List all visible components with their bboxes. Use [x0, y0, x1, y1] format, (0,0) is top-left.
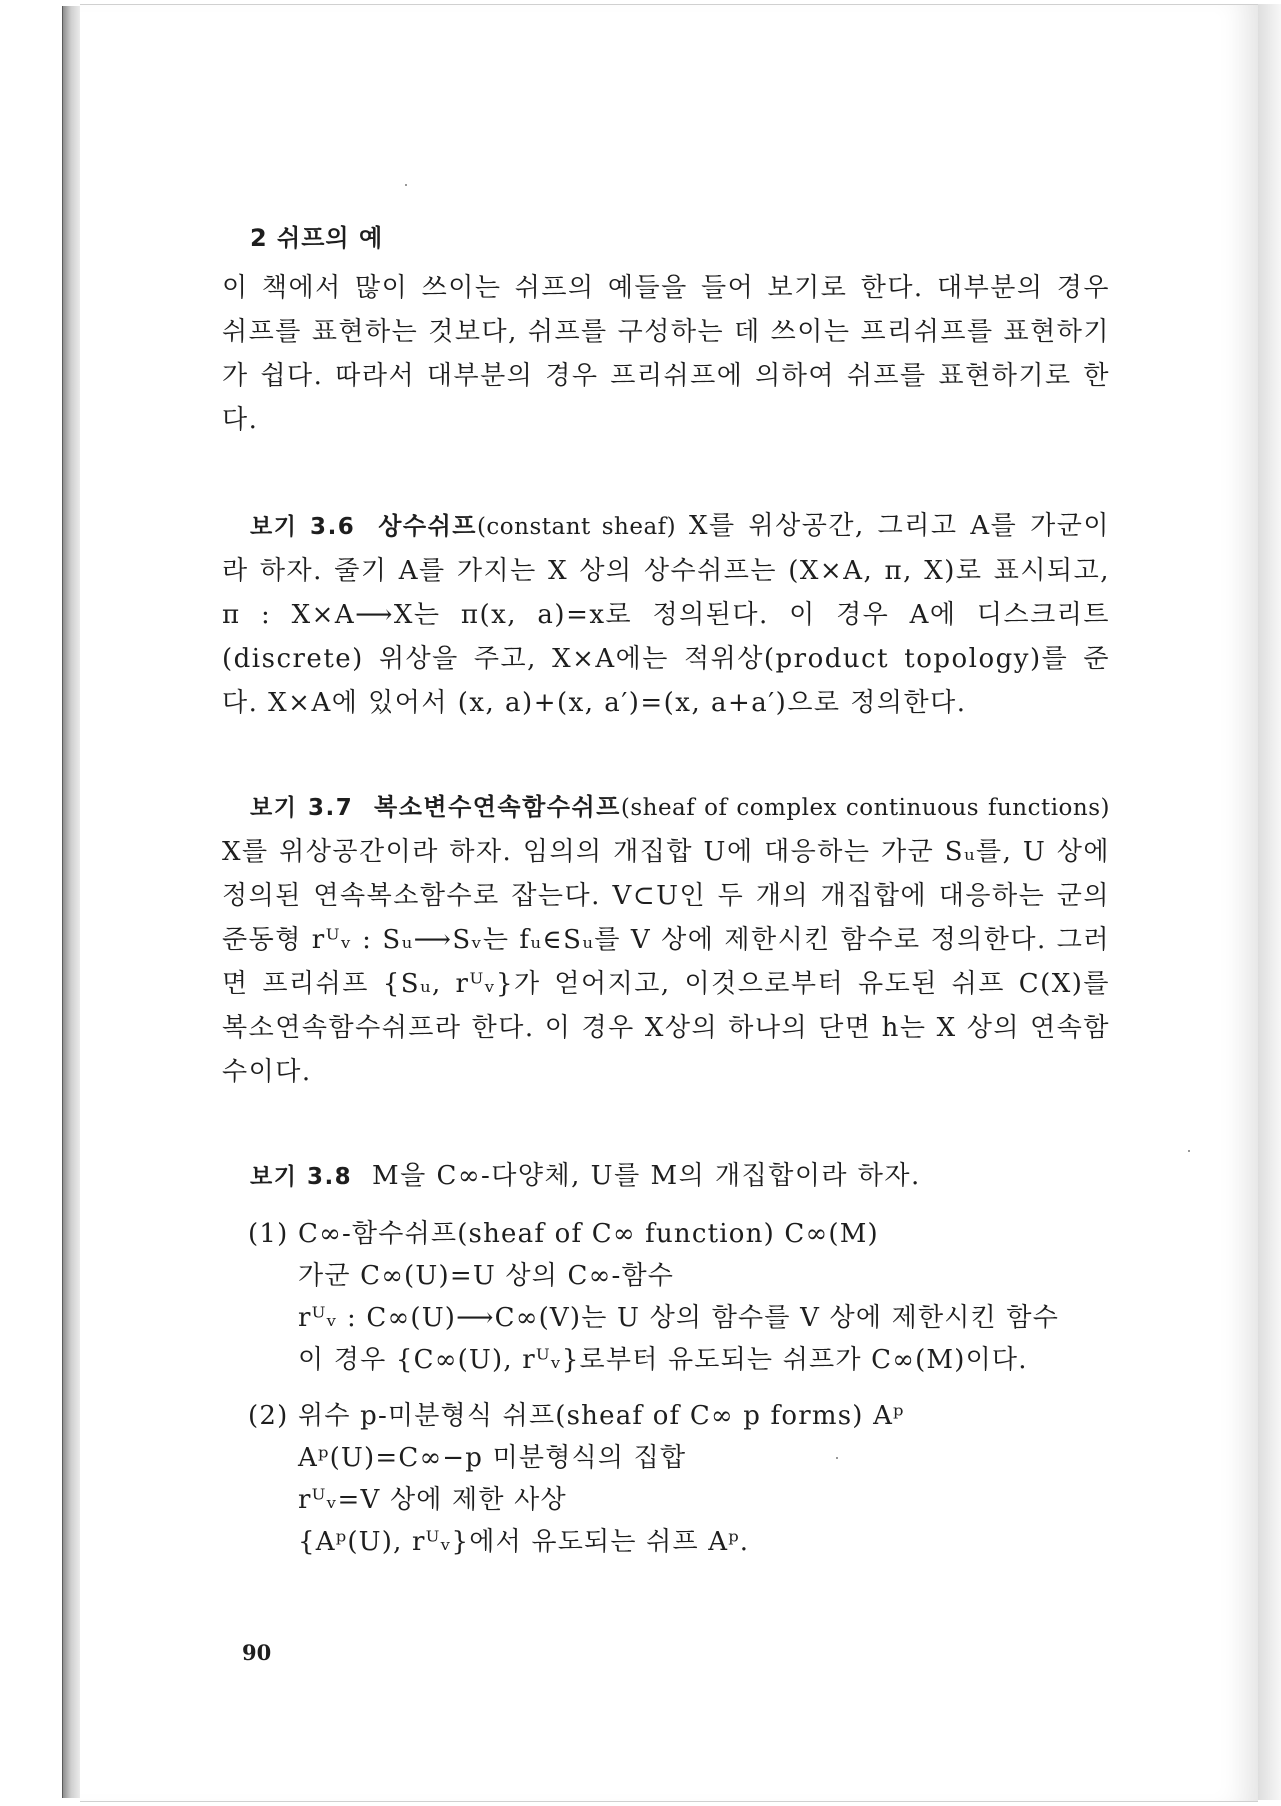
example-3-7	[222, 785, 1110, 1094]
example-label: 보기 3.6	[250, 514, 356, 540]
item-number: (2)	[248, 1401, 289, 1431]
item-line	[248, 1395, 1110, 1437]
item-line: {Aᵖ(U), rᵁᵥ}에서 유도되는 쉬프 Aᵖ.	[298, 1527, 750, 1557]
item-line: rᵁᵥ : C∞(U)⟶C∞(V)는 U 상의 함수를 V 상에 제한시킨 함수	[298, 1303, 1060, 1333]
list-item	[248, 1395, 1110, 1563]
example-body: X를 위상공간, 그리고 A를 가군이라 하자. 줄기 A를 가지는 X 상의 상수쉬프는 (X×A, π, X)로 표시되고, π : X×A⟶X는 π(x, a)=x로 정의된다. 이 경우 A에 디스크리트(discrete) 위상을 주고, X×A에는 적위상(product topology)를 준다. X×A에 있어서 (x, a)+(x, a′)=(x, a+a′)으로 정의한다.	[222, 511, 1111, 718]
example-3-6	[222, 504, 1110, 725]
section-heading: 2 쉬프의 예	[250, 224, 384, 252]
item-line: Aᵖ(U)=C∞−p 미분형식의 집합	[298, 1443, 687, 1473]
example-paragraph	[222, 785, 1110, 1094]
example-title-en: (sheaf of complex continuous functions)	[620, 795, 1110, 821]
example-title-ko: 상수쉬프	[378, 512, 477, 540]
dust-speck	[836, 1457, 838, 1459]
example-paragraph	[222, 504, 1110, 725]
example-title-en: (constant sheaf)	[476, 514, 677, 540]
page-shadow	[1258, 4, 1281, 1800]
example-intro: M을 C∞-다양체, U를 M의 개집합이라 하자.	[371, 1161, 921, 1191]
item-line: 이 경우 {C∞(U), rᵁᵥ}로부터 유도되는 쉬프가 C∞(M)이다.	[298, 1345, 1028, 1375]
dust-speck	[1188, 1150, 1190, 1152]
item-text: 위수 p-미분형식 쉬프(sheaf of C∞ p forms) Aᵖ	[298, 1401, 905, 1431]
example-title-ko: 복소변수연속함수쉬프	[374, 793, 621, 821]
item-line	[248, 1213, 1110, 1255]
item-line: rᵁᵥ=V 상에 제한 사상	[298, 1485, 567, 1515]
page-content	[222, 210, 1110, 1563]
book-spine-edge	[62, 6, 81, 1798]
item-number: (1)	[248, 1219, 289, 1249]
section-intro: 이 책에서 많이 쓰이는 쉬프의 예들을 들어 보기로 한다. 대부분의 경우 쉬프를 표현하는 것보다, 쉬프를 구성하는 데 쓰이는 프리쉬프를 표현하기가 쉽다. 따라서 대부분의 경우 프리쉬프에 의하여 쉬프를 표현하기로 한다.	[222, 273, 1110, 435]
example-3-8	[222, 1154, 1110, 1563]
dust-speck	[405, 184, 407, 186]
example-label: 보기 3.8	[250, 1164, 353, 1190]
example-paragraph	[222, 1154, 1110, 1199]
page-number: 90	[242, 1640, 272, 1665]
item-line: 가군 C∞(U)=U 상의 C∞-함수	[298, 1261, 675, 1291]
list-item	[248, 1213, 1110, 1381]
example-label: 보기 3.7	[250, 795, 354, 821]
item-text: C∞-함수쉬프(sheaf of C∞ function) C∞(M)	[298, 1219, 879, 1249]
example-body: X를 위상공간이라 하자. 임의의 개집합 U에 대응하는 가군 Sᵤ를, U 상에 정의된 연속복소함수로 잡는다. V⊂U인 두 개의 개집합에 대응하는 군의 준동형 rᵁᵥ : Sᵤ⟶Sᵥ는 fᵤ∈Sᵤ를 V 상에 제한시킨 함수로 정의한다. 그러면 프리쉬프 {Sᵤ, rᵁᵥ}가 얻어지고, 이것으로부터 유도된 쉬프 C(X)를 복소연속함수쉬프라 한다. 이 경우 X상의 하나의 단면 h는 X 상의 연속함수이다.	[222, 837, 1110, 1087]
